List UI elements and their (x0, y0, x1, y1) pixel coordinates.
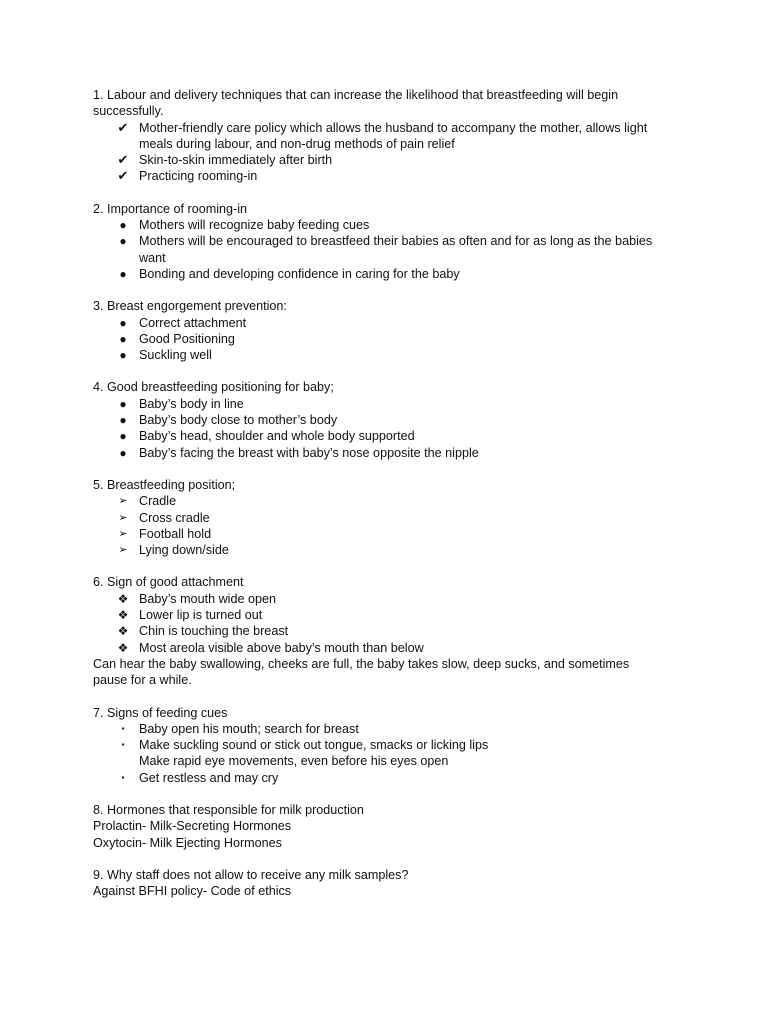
text-line: Oxytocin- Milk Ejecting Hormones (93, 835, 282, 850)
list-item: ▪ Make suckling sound or stick out tongue, smacks or licking lips (93, 737, 679, 753)
bullet-icon: ● (119, 218, 127, 233)
diamond-icon: ❖ (117, 624, 129, 639)
diamond-icon: ❖ (117, 591, 129, 606)
bullet-icon: ● (119, 266, 127, 281)
section-heading: 1. Labour and delivery techniques that can increase the likelihood that breastfeeding will begin successfully. (93, 88, 619, 119)
check-icon: ✔ (117, 168, 129, 184)
bullet-icon: ● (119, 348, 127, 363)
list-item: ➢ Lying down/side (93, 542, 679, 558)
list-item: ● Mothers will be encouraged to breastfeed their babies as often and for as long as the babies want (93, 233, 679, 266)
list-item: ❖ Lower lip is turned out (93, 607, 679, 623)
section-4 (93, 379, 693, 460)
section-heading: 7. Signs of feeding cues (93, 705, 228, 720)
bullet-icon: ● (119, 445, 127, 460)
text-line: Against BFHI policy- Code of ethics (93, 884, 292, 899)
section-heading: 9. Why staff does not allow to receive any milk samples? (93, 867, 409, 882)
list-continuation: Make rapid eye movements, even before his eyes open (139, 754, 449, 769)
section-heading: 2. Importance of rooming-in (93, 201, 247, 216)
list-item: ✔ Skin-to-skin immediately after birth (93, 152, 679, 168)
section-7 (93, 705, 693, 786)
list-item: ➢ Football hold (93, 526, 679, 542)
list-item: ▪ Baby open his mouth; search for breast (93, 721, 679, 737)
arrow-icon: ➢ (118, 527, 128, 540)
bullet-list (93, 217, 693, 282)
bullet-icon: ● (119, 234, 127, 249)
list-item: ● Bonding and developing confidence in caring for the baby (93, 266, 679, 282)
section-9 (93, 867, 693, 900)
arrow-list (93, 493, 693, 558)
list-item: ● Suckling well (93, 347, 679, 363)
section-heading: 5. Breastfeeding position; (93, 477, 236, 492)
bullet-icon: ● (119, 331, 127, 346)
bullet-icon: ● (119, 413, 127, 428)
list-item: ● Good Positioning (93, 331, 679, 347)
section-2 (93, 201, 693, 282)
bullet-icon: ● (119, 429, 127, 444)
list-item: ❖ Baby’s mouth wide open (93, 591, 679, 607)
arrow-icon: ➢ (118, 511, 128, 524)
list-item: ● Baby’s body close to mother’s body (93, 412, 679, 428)
diamond-icon: ❖ (117, 640, 129, 655)
square-bullet-icon: ▪ (121, 723, 125, 733)
section-heading: 8. Hormones that responsible for milk production (93, 802, 364, 817)
list-item: ● Correct attachment (93, 315, 679, 331)
list-item: ▪ Get restless and may cry (93, 770, 679, 786)
section-6 (93, 574, 693, 688)
diamond-icon: ❖ (117, 608, 129, 623)
section-5 (93, 477, 693, 558)
square-bullet-icon: ▪ (121, 772, 125, 782)
section-heading: 4. Good breastfeeding positioning for baby; (93, 380, 334, 395)
section-heading: 3. Breast engorgement prevention: (93, 299, 287, 314)
list-item: ● Baby’s body in line (93, 396, 679, 412)
bullet-icon: ● (119, 315, 127, 330)
section-1 (93, 87, 693, 185)
diamond-list (93, 591, 693, 656)
square-bullet-icon: ▪ (121, 740, 125, 750)
square-list (93, 721, 693, 754)
list-item: ➢ Cross cradle (93, 510, 679, 526)
section-heading: 6. Sign of good attachment (93, 575, 244, 590)
square-list (93, 770, 693, 786)
text-line: Prolactin- Milk-Secreting Hormones (93, 819, 292, 834)
section-3 (93, 298, 693, 363)
list-item: ✔ Practicing rooming-in (93, 168, 679, 184)
arrow-icon: ➢ (118, 495, 128, 508)
list-item: ❖ Most areola visible above baby’s mouth than below (93, 640, 679, 656)
list-item: ● Mothers will recognize baby feeding cues (93, 217, 679, 233)
arrow-icon: ➢ (118, 544, 128, 557)
list-item: ● Baby’s facing the breast with baby’s nose opposite the nipple (93, 445, 679, 461)
document-body (93, 87, 693, 915)
check-icon: ✔ (117, 119, 129, 135)
bullet-list (93, 315, 693, 364)
checklist (93, 120, 693, 185)
paragraph: Can hear the baby swallowing, cheeks are full, the baby takes slow, deep sucks, and sometimes pause for a while. (93, 656, 630, 688)
section-8 (93, 802, 693, 851)
bullet-icon: ● (119, 396, 127, 411)
list-item: ● Baby’s head, shoulder and whole body supported (93, 428, 679, 444)
list-item: ✔ Mother-friendly care policy which allows the husband to accompany the mother, allows light meals during labour, and non-drug methods of pain relief (93, 120, 679, 153)
check-icon: ✔ (117, 152, 129, 168)
list-item: ➢ Cradle (93, 493, 679, 509)
bullet-list (93, 396, 693, 461)
list-item: ❖ Chin is touching the breast (93, 623, 679, 639)
